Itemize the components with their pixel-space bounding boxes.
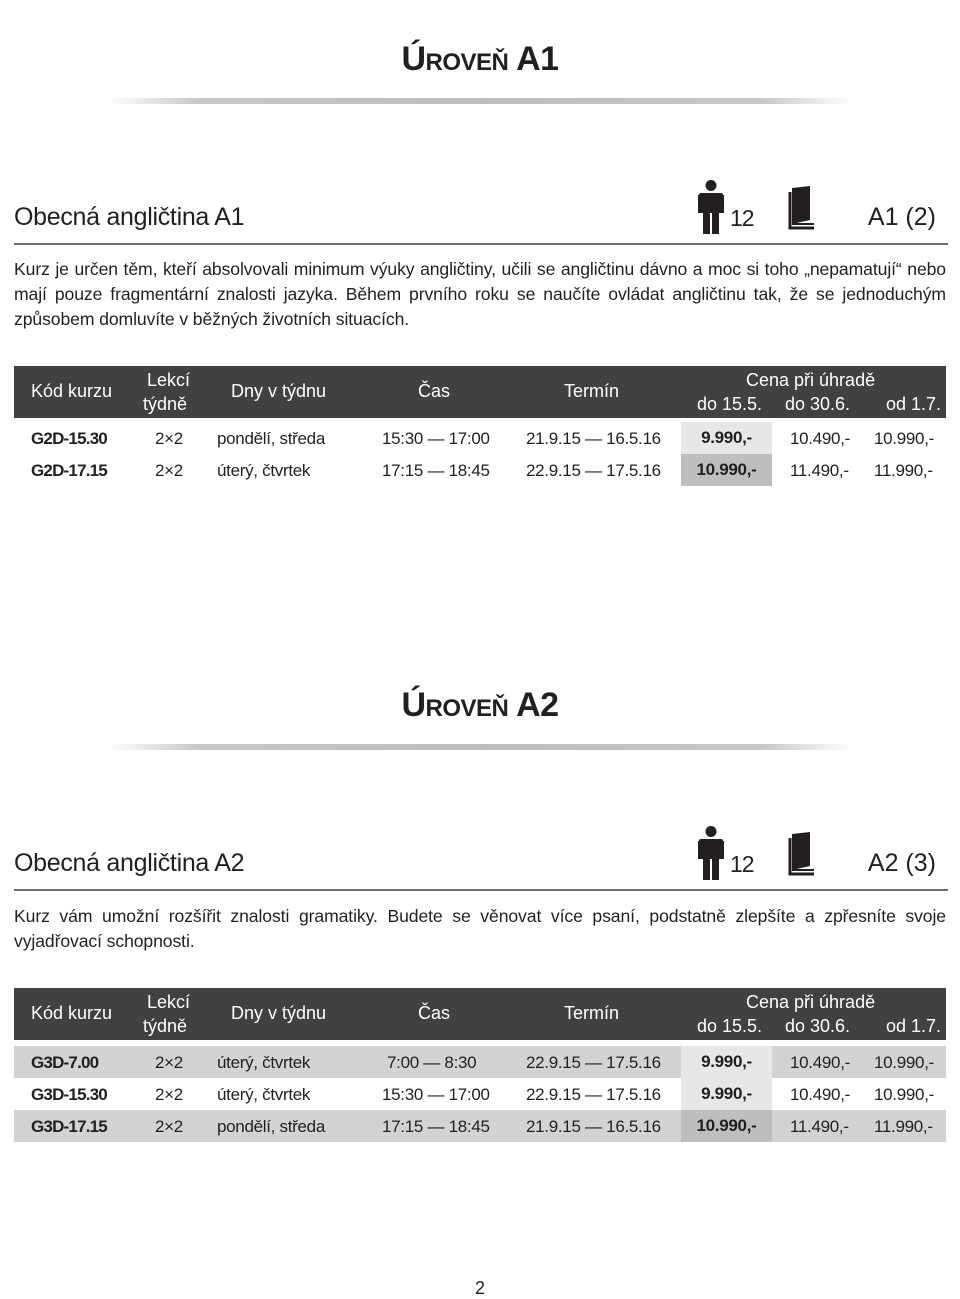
lesson-count: 12 xyxy=(730,205,754,231)
header-price-col3: od 1.7. xyxy=(886,1016,942,1036)
row-price-early: 10.990,- xyxy=(681,454,772,486)
header-price: Cena při úhradě xyxy=(746,992,876,1012)
row-days: úterý, čtvrtek xyxy=(217,1085,311,1104)
level-code: A2 (3) xyxy=(867,849,936,877)
course-description: Kurz vám umožní rozšířit znalosti gramatiky. Budete se věnovat více psaní, podstatně zlepšíte a zpřesníte svoje vyjadřovací schopnosti. xyxy=(14,906,946,951)
course-header-rule xyxy=(14,243,948,245)
row-lessons: 2×2 xyxy=(155,1053,183,1072)
row-course-code: G3D-17.15 xyxy=(31,1117,107,1136)
level-code: A1 (2) xyxy=(867,203,936,231)
row-days: úterý, čtvrtek xyxy=(217,461,311,480)
header-term: Termín xyxy=(564,381,620,401)
row-price-early: 9.990,- xyxy=(681,1046,772,1078)
schedule-table-a1 xyxy=(14,366,946,486)
level-divider xyxy=(108,744,852,750)
row-lessons: 2×2 xyxy=(155,1085,183,1104)
level-heading-initial: Ú xyxy=(401,686,426,724)
schedule-table-a2 xyxy=(14,988,946,1142)
row-price-mid: 11.490,- xyxy=(790,461,849,480)
row-price-late: 11.990,- xyxy=(874,1117,933,1136)
row-price-early: 10.990,- xyxy=(681,1110,772,1142)
level-heading-a1 xyxy=(0,40,960,79)
row-term: 21.9.15 — 16.5.16 xyxy=(526,1117,661,1136)
row-time: 15:30 — 17:00 xyxy=(382,1085,490,1104)
row-days: pondělí, středa xyxy=(217,1117,325,1136)
header-price-col1: do 15.5. xyxy=(697,394,763,414)
row-time: 7:00 — 8:30 xyxy=(387,1053,477,1072)
header-time: Čas xyxy=(418,381,451,401)
row-price-mid: 11.490,- xyxy=(790,1117,849,1136)
header-time: Čas xyxy=(418,1003,451,1023)
level-heading-initial: Ú xyxy=(401,40,426,78)
book-icon xyxy=(786,832,818,878)
row-price-mid: 10.490,- xyxy=(790,429,850,448)
course-title: Obecná angličtina A1 xyxy=(14,203,245,231)
row-time: 17:15 — 18:45 xyxy=(382,1117,490,1136)
row-course-code: G3D-15.30 xyxy=(31,1085,107,1104)
row-course-code: G2D-17.15 xyxy=(31,461,107,480)
header-lessons-line2: týdně xyxy=(143,394,188,414)
header-lessons-line1: Lekcí xyxy=(147,992,191,1012)
row-term: 22.9.15 — 17.5.16 xyxy=(526,1085,661,1104)
course-header-a2 xyxy=(14,826,948,886)
row-days: pondělí, středa xyxy=(217,429,325,448)
table-row xyxy=(14,422,946,454)
book-icon xyxy=(786,186,818,232)
table-header xyxy=(14,366,946,418)
level-heading-tail: A1 xyxy=(516,40,559,78)
course-header-a1 xyxy=(14,180,948,240)
row-course-code: G3D-7.00 xyxy=(31,1053,99,1072)
row-price-late: 11.990,- xyxy=(874,461,933,480)
person-icon xyxy=(698,826,724,880)
course-header-rule xyxy=(14,889,948,891)
row-price-mid: 10.490,- xyxy=(790,1053,850,1072)
course-description: Kurz je určen těm, kteří absolvovali minimum výuky angličtiny, učili se angličtinu dávno a moc si toho „nepamatují“ nebo mají pouze fragmentární znalosti jazyka. Během prvního roku se naučíte ovládat angličtinu tak, že se jednoduchým způsobem domluvíte v běžných životních situacích. xyxy=(14,259,946,329)
table-row xyxy=(14,1110,946,1142)
row-lessons: 2×2 xyxy=(155,461,183,480)
course-title: Obecná angličtina A2 xyxy=(14,849,245,877)
header-price: Cena při úhradě xyxy=(746,370,876,390)
table-row xyxy=(14,1046,946,1078)
header-price-col3: od 1.7. xyxy=(886,394,942,414)
row-time: 15:30 — 17:00 xyxy=(382,429,490,448)
header-course-code: Kód kurzu xyxy=(31,1003,113,1023)
row-term: 22.9.15 — 17.5.16 xyxy=(526,1053,661,1072)
header-lessons-line2: týdně xyxy=(143,1016,188,1036)
level-heading-small: ROVEŇ xyxy=(425,695,509,722)
lesson-count: 12 xyxy=(730,851,754,877)
person-icon xyxy=(698,180,724,234)
header-course-code: Kód kurzu xyxy=(31,381,113,401)
row-lessons: 2×2 xyxy=(155,429,183,448)
row-course-code: G2D-15.30 xyxy=(31,429,107,448)
row-price-early: 9.990,- xyxy=(681,422,772,454)
level-heading-a2 xyxy=(0,686,960,725)
level-heading-tail: A2 xyxy=(516,686,559,724)
row-lessons: 2×2 xyxy=(155,1117,183,1136)
row-term: 21.9.15 — 16.5.16 xyxy=(526,429,661,448)
row-time: 17:15 — 18:45 xyxy=(382,461,490,480)
row-days: úterý, čtvrtek xyxy=(217,1053,311,1072)
row-price-late: 10.990,- xyxy=(874,1053,934,1072)
level-divider xyxy=(108,98,852,104)
table-row xyxy=(14,1078,946,1110)
header-days: Dny v týdnu xyxy=(231,1003,327,1023)
row-price-early: 9.990,- xyxy=(681,1078,772,1110)
header-price-col1: do 15.5. xyxy=(697,1016,763,1036)
table-header xyxy=(14,988,946,1040)
header-price-col2: do 30.6. xyxy=(785,394,851,414)
level-heading-small: ROVEŇ xyxy=(425,49,509,76)
row-price-late: 10.990,- xyxy=(874,1085,934,1104)
row-price-mid: 10.490,- xyxy=(790,1085,850,1104)
row-price-late: 10.990,- xyxy=(874,429,934,448)
page-number: 2 xyxy=(474,1278,485,1298)
header-lessons-line1: Lekcí xyxy=(147,370,191,390)
header-term: Termín xyxy=(564,1003,620,1023)
header-days: Dny v týdnu xyxy=(231,381,327,401)
table-row xyxy=(14,454,946,486)
header-price-col2: do 30.6. xyxy=(785,1016,851,1036)
row-term: 22.9.15 — 17.5.16 xyxy=(526,461,661,480)
